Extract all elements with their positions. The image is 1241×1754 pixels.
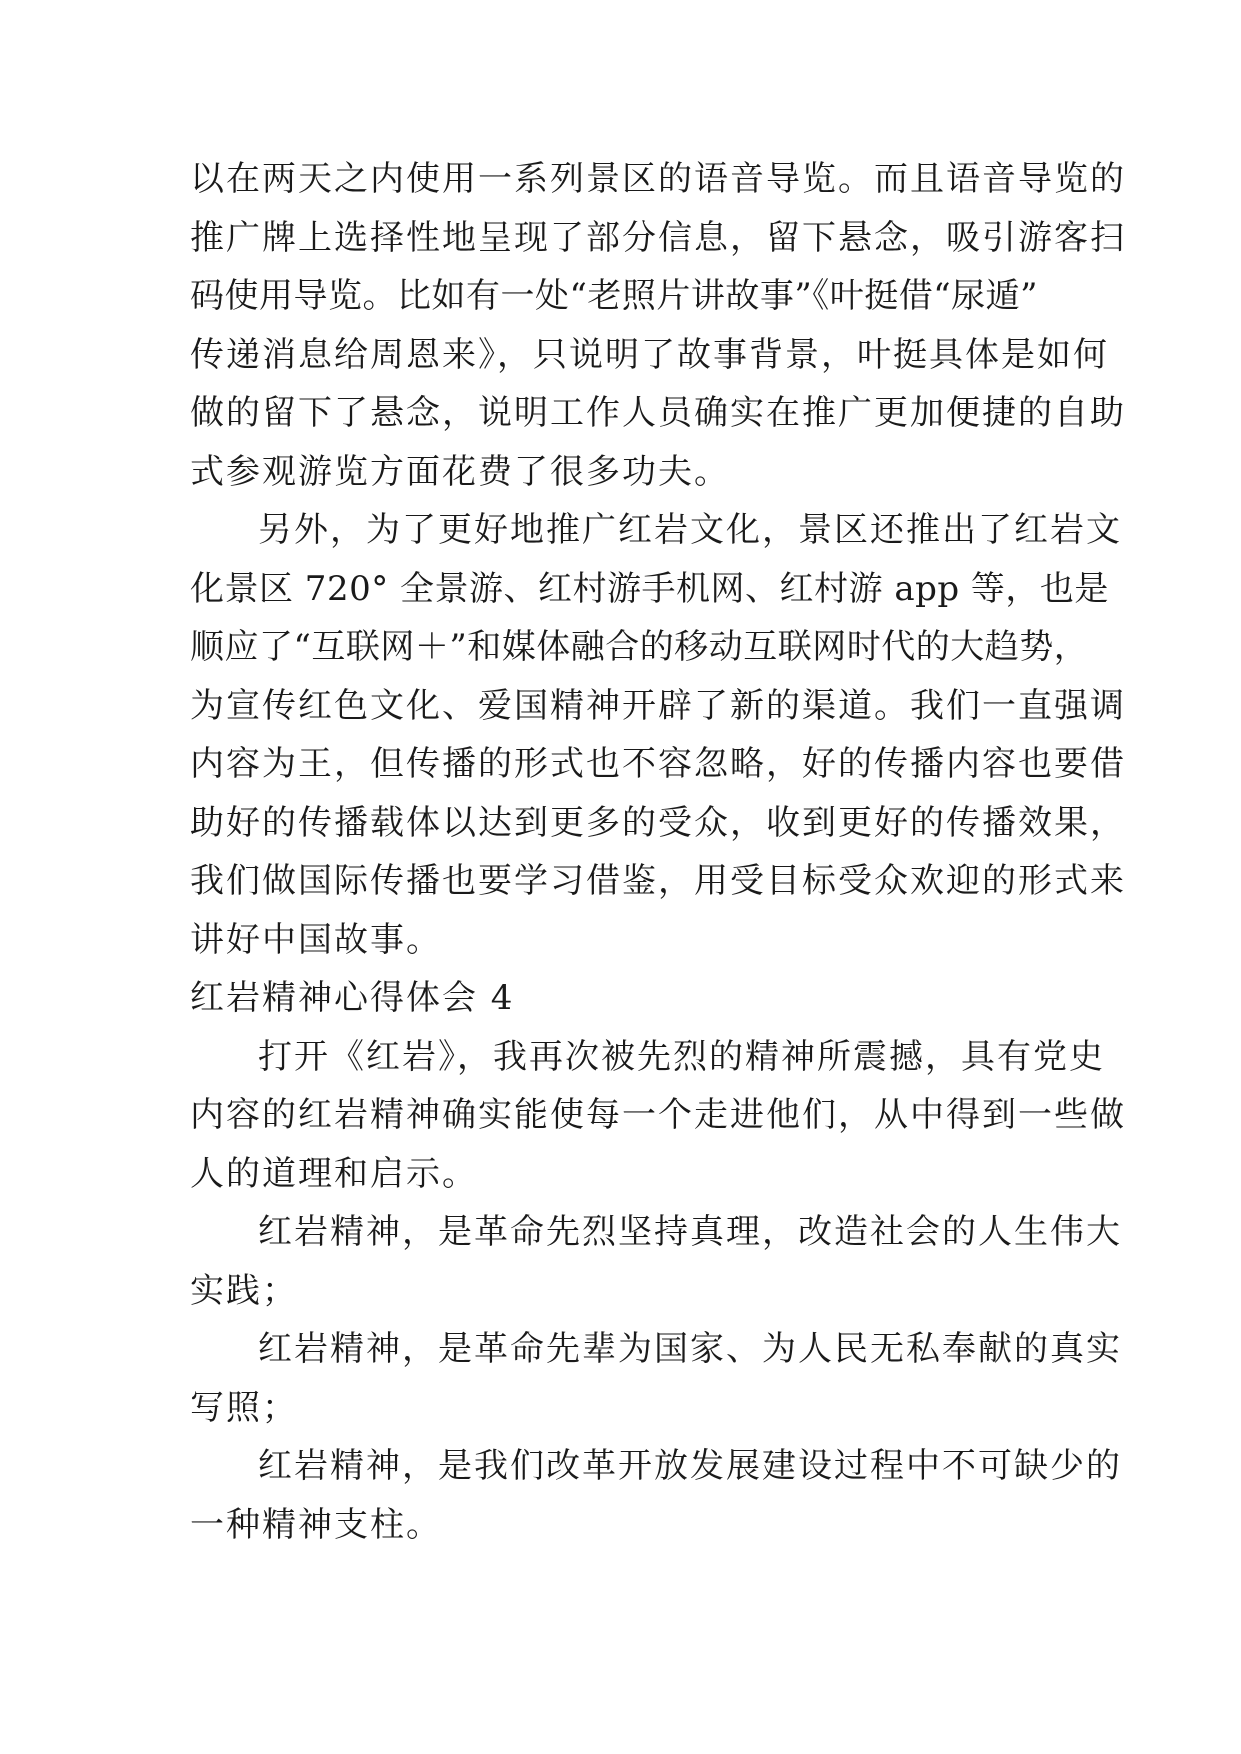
text-line: 助好的传播载体以达到更多的受众，收到更好的传播效果， [190,802,1126,843]
text-line: 做的留下了悬念，说明工作人员确实在推广更加便捷的自助 [190,393,1126,433]
text-line: 内容为王，但传播的形式也不容忽略，好的传播内容也要借 [190,744,1126,784]
text-line: 码使用导览。比如有一处“老照片讲故事”《叶挺借“尿遁” [190,276,1039,316]
text-line: 以在两天之内使用一系列景区的语音导览。而且语音导览的 [190,159,1126,199]
text-line: 打开《红岩》，我再次被先烈的精神所震撼，具有党史 [258,1036,1105,1077]
text-line: 实践； [190,1270,298,1311]
text-line: 传递消息给周恩来》，只说明了故事背景，叶挺具体是如何 [190,334,1109,375]
text-line: 一种精神支柱。 [190,1504,442,1545]
text-line: 写照； [190,1387,298,1428]
section-heading: 红岩精神心得体会 4 [190,978,515,1018]
text-line: 式参观游览方面花费了很多功夫。 [190,451,730,492]
text-line: 内容的红岩精神确实能使每一个走进他们，从中得到一些做 [190,1095,1126,1135]
text-line: 为宣传红色文化、爱国精神开辟了新的渠道。我们一直强调 [190,685,1126,726]
text-line: 我们做国际传播也要学习借鉴，用受目标受众欢迎的形式来 [190,861,1126,901]
text-line: 红岩精神，是我们改革开放发展建设过程中不可缺少的 [258,1446,1122,1486]
text-line: 另外，为了更好地推广红岩文化，景区还推出了红岩文 [258,510,1122,550]
text-line: 红岩精神，是革命先辈为国家、为人民无私奉献的真实 [258,1329,1122,1369]
text-line: 讲好中国故事。 [190,919,442,960]
text-line: 人的道理和启示。 [190,1153,478,1194]
text-line: 红岩精神，是革命先烈坚持真理，改造社会的人生伟大 [258,1212,1122,1252]
text-line: 顺应了“互联网＋”和媒体融合的移动互联网时代的大趋势， [190,627,1089,667]
text-line: 化景区 720° 全景游、红村游手机网、红村游 app 等，也是 [190,568,1109,609]
text-line: 推广牌上选择性地呈现了部分信息，留下悬念，吸引游客扫 [190,217,1126,258]
document-body [190,150,1126,1554]
